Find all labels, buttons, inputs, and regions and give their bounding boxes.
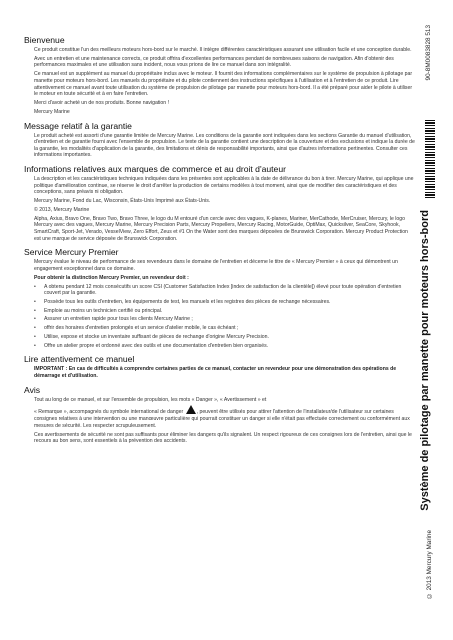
paragraph: [34, 405, 416, 429]
paragraph-part: « Remarque », accompagnés du symbole international de danger: [34, 409, 184, 416]
paragraph: Ces avertissements de sécurité ne sont pas suffisants pour éliminer les dangers qu'ils signalent. Un respect rigoureux de ces consignes lors de l'entretien, ainsi que le recours au bon sens, sont essentiels à la prévention des accidents.: [34, 431, 412, 445]
paragraph: Ce manuel est un supplément au manuel du propriétaire inclus avec le moteur. Il fournit des informations complémentaires sur le système de propulsion à pilotage par manette pour moteurs hors-bord. Les manuels du propriétaire et du pilote contiennent des instructions spécifiques à l'utilisation et à l'entretien de ce produit. Lire attentivement ce manuel avant toute utilisation du système de propulsion de pilotage par manette pour moteurs hors-bord. Il a été préparé pour aider le pilote à utiliser le moteur en toute sécurité et à en faire l'entretien.: [34, 71, 413, 98]
paragraph-bold: Pour obtenir la distinction Mercury Premier, un revendeur doit :: [34, 274, 189, 281]
paragraph-part: , peuvent être utilisés pour attirer l'attention de l'installateur/de l'utilisateur sur certaines consignes relatives à une intervention ou une manœuvre particulière qui pourrait constituer un danger si elle n'était pas effectuée correctement ou conformément aux mesures de sécurité. Les respecter scrupuleusement.: [34, 409, 410, 429]
signature-text: Mercury Marine: [34, 108, 70, 115]
heading-premier: Service Mercury Premier: [24, 247, 119, 258]
requirements-list: [34, 284, 416, 350]
heading-marques: Informations relatives aux marques de commerce et au droit d'auteur: [24, 163, 286, 174]
list-item: • Possède tous les outils d'entretien, les équipements de test, les manuels et les registres des pièces de rechange nécessaires.: [34, 299, 416, 306]
heading-lire: Lire attentivement ce manuel: [24, 354, 135, 365]
paragraph: Ce produit constitue l'un des meilleurs moteurs hors-bord sur le marché. Il intègre différentes caractéristiques assurant une utilisation facile et une conception durable.: [34, 47, 412, 53]
barcode: [425, 120, 435, 200]
paragraph: © 2013, Mercury Marine: [34, 206, 90, 213]
heading-bienvenue: Bienvenue: [24, 35, 65, 45]
paragraph: Tout au long de ce manuel, et sur l'ensemble de propulsion, les mots « Danger », « Avertissement » et: [34, 396, 267, 403]
side-title: Système de pilotage par manette pour moteurs hors-bord: [419, 210, 431, 511]
list-item: • Assurer un entretien rapide pour tous les clients Mercury Marine ;: [34, 316, 416, 323]
warning-triangle-icon: [186, 405, 196, 414]
list-item: • Emploie au moins un technicien certifié ou principal.: [34, 308, 416, 315]
paragraph: Mercury Marine, Fond du Lac, Wisconsin, États-Unis Imprimé aux États-Unis.: [34, 197, 211, 204]
list-item: • offrir des horaires d'entretien prolongés et un service d'atelier mobile, le cas échéant ;: [34, 325, 416, 332]
paragraph: Alpha, Axius, Bravo One, Bravo Two, Bravo Three, le logo du M entouré d'un cercle avec des vagues, K-planes, Mariner, MerCathode, MerCruiser, Mercury, le logo Mercury avec des vagues, Mercury Marine, Mercury Precision Parts, Mercury Propellers, Mercury Racing, MotorGuide, OptiMax, Quicksilver, SeaCore, Skyhook, SmartCraft, Sport-Jet, Verado, VesselView, Zero Effort, Zeus et #1 On the Water sont des marques déposées de Brunswick Corporation. Mercury Product Protection est une marque de service déposée de Brunswick Corporation.: [34, 215, 408, 242]
important-note: IMPORTANT : En cas de difficultés à comprendre certaines parties de ce manuel, contacter un revendeur pour une démonstration des opérations de démarrage et d'utilisation.: [34, 366, 397, 379]
heading-avis: Avis: [24, 384, 41, 395]
paragraph: Le produit acheté est assorti d'une garantie limitée de Mercury Marine. Les conditions de la garantie sont indiquées dans les sections Garantie du manuel d'utilisation, d'entretien et de garantie fourni avec l'ensemble de propulsion. Le texte de la garantie contient une description de la couverture et des exclusions et indique la durée de la garantie, les modalités d'application de la garantie, des limitations et dénis de responsabilité importants, ainsi que d'autres informations pertinentes. Consulter ces informations importantes.: [34, 132, 415, 159]
paragraph: Mercury évalue le niveau de performance de ses revendeurs dans le domaine de l'entretien et décerne le titre de « Mercury Premier » à ceux qui démontrent un engagement exceptionnel dans ce domaine.: [34, 259, 398, 272]
heading-garantie: Message relatif à la garantie: [24, 120, 132, 131]
paragraph: Merci d'avoir acheté un de nos produits. Bonne navigation !: [34, 100, 170, 107]
page-content: [24, 30, 416, 447]
list-item: • A obtenu pendant 12 mois consécutifs un score CSI (Customer Satisfaction Index [index de satisfaction de la clientèle]) élevé pour toute opération d'entretien couvert par la garantie.: [34, 284, 416, 297]
list-item: • Utilise, expose et stocke un inventaire suffisant de pièces de rechange d'origine Mercury Precision.: [34, 334, 416, 341]
document-code: 90-8M0083828 513: [425, 25, 432, 81]
list-item: • Offre un atelier propre et ordonné avec des outils et une documentation d'entretien bien organisés.: [34, 343, 416, 350]
copyright-footer: © 2013 Mercury Marine: [426, 530, 433, 600]
paragraph: La description et les caractéristiques techniques indiquées dans les présentes sont applicables à la date de délivrance du bon à tirer. Mercury Marine, qui applique une politique d'amélioration continue, se réserve le droit d'arrêter la production de certains modèles à tout moment, ainsi que de modifier des caractéristiques et des conceptions, sans préavis ni obligation.: [34, 175, 414, 196]
paragraph: Avec un entretien et une maintenance corrects, ce produit offrira d'excellentes performances pendant de nombreuses saisons de navigation. Afin d'obtenir des performances maximales et une utilisation sans incident, nous vous prions de lire ce manuel dans son intégralité.: [34, 55, 394, 69]
